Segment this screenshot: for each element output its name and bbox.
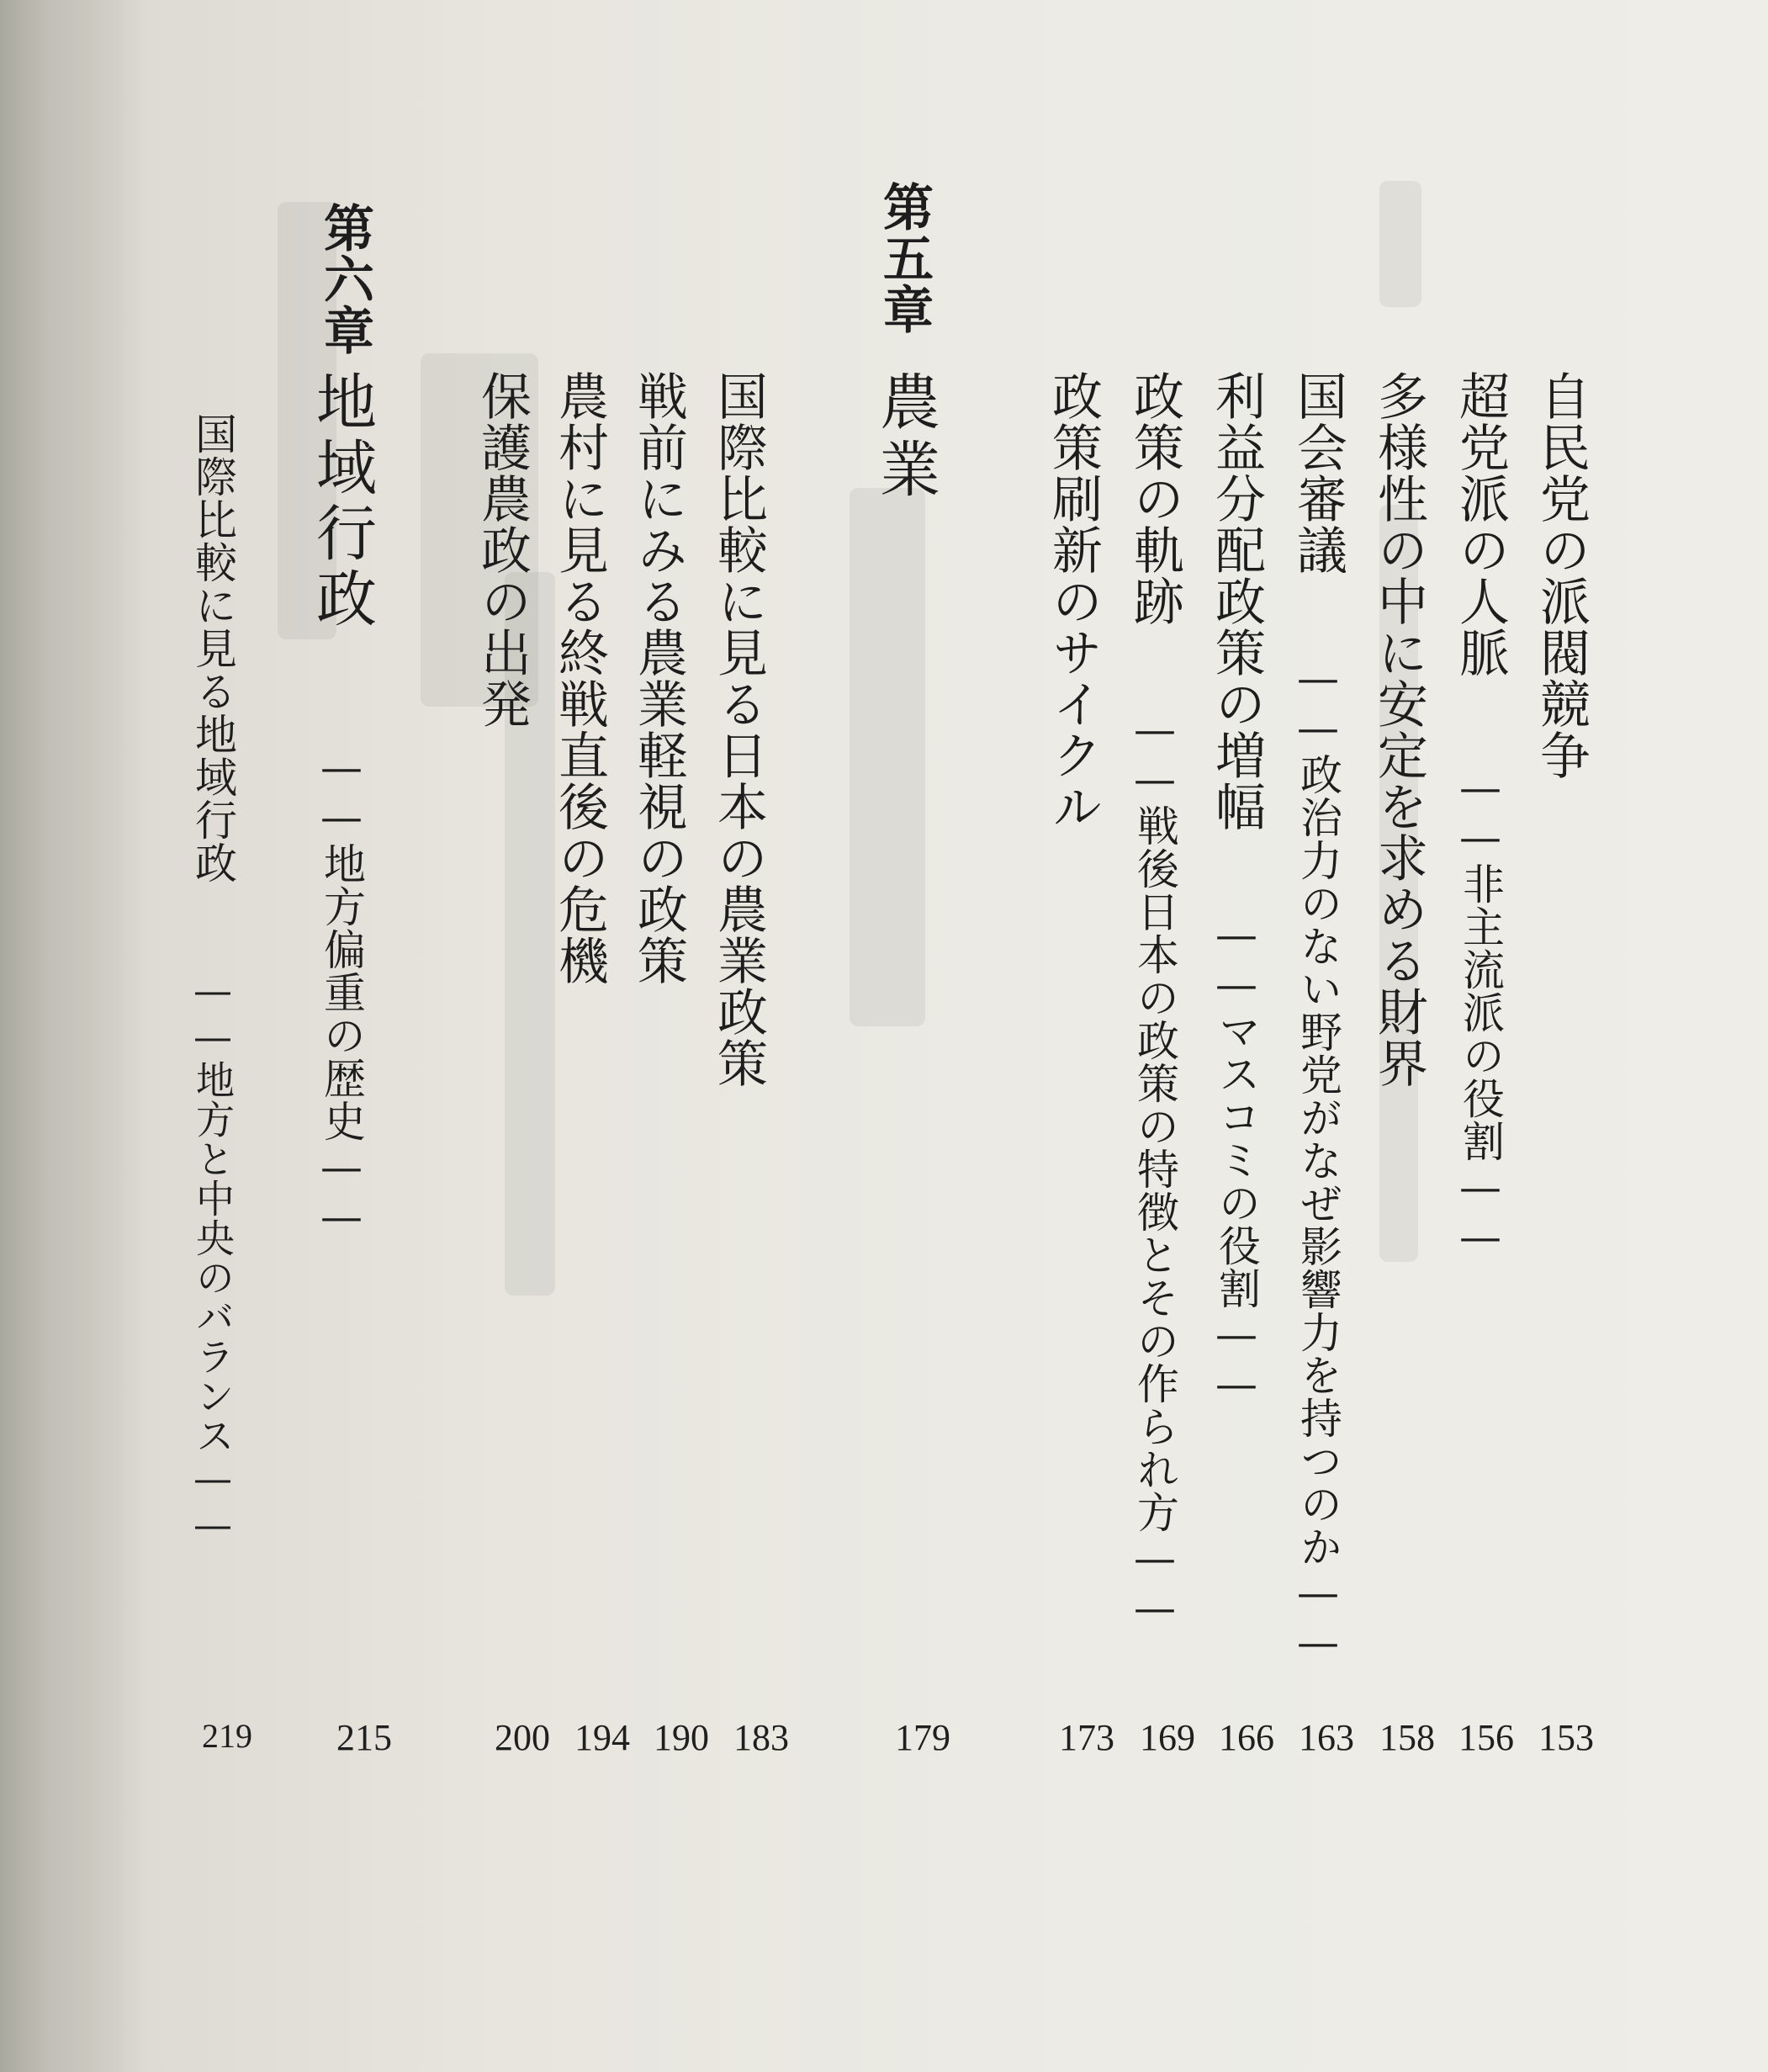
entry-title: 農村に見る終戦直後の危機 (550, 370, 609, 986)
toc-entry[interactable] (1532, 370, 1591, 781)
toc-entry[interactable] (1044, 370, 1103, 832)
entry-title: 多様性の中に安定を求める財界 (1369, 370, 1428, 1089)
page-number: 153 (1538, 1717, 1594, 1758)
toc-entry[interactable] (188, 412, 237, 1548)
entry-subtitle: ——マスコミの役割—— (1212, 910, 1261, 1409)
toc-entry[interactable] (1207, 370, 1266, 1409)
entry-title: 保護農政の出発 (473, 370, 532, 729)
entry-subtitle: ——政治力のない野党がなぜ影響力を持つのか—— (1294, 654, 1342, 1667)
page-number: 169 (1140, 1717, 1195, 1758)
entry-title: 国際比較に見る日本の農業政策 (709, 370, 768, 1089)
entry-title: 国際比較に見る地域行政 (188, 412, 237, 884)
entry-title: 自民党の派閥競争 (1532, 370, 1591, 781)
page-number: 183 (733, 1717, 789, 1758)
page-gutter-shadow (0, 0, 143, 2072)
page-number: 158 (1379, 1717, 1435, 1758)
page-number: 194 (574, 1717, 630, 1758)
toc-entry[interactable] (1451, 370, 1510, 1262)
toc-entry[interactable] (1125, 370, 1184, 1633)
chapter-subtitle: ——地方偏重の歴史—— (317, 743, 366, 1242)
entry-title: 政策の軌跡 (1125, 370, 1184, 627)
entry-title: 戦前にみる農業軽視の政策 (629, 370, 688, 986)
entry-title: 超党派の人脈 (1451, 370, 1510, 678)
toc-entry[interactable] (1369, 370, 1428, 1089)
chapter-label: 第五章 (875, 181, 934, 335)
show-through-mark (850, 488, 925, 1026)
entry-subtitle: ——地方と中央のバランス—— (190, 967, 236, 1548)
toc-entry[interactable] (473, 370, 532, 729)
chapter-entry[interactable] (306, 370, 377, 1242)
page-number: 156 (1458, 1717, 1514, 1758)
toc-entry[interactable] (550, 370, 609, 986)
page-number: 215 (336, 1717, 392, 1758)
page-number: 163 (1299, 1717, 1354, 1758)
entry-subtitle: ——戦後日本の政策の特徴とその作られ方—— (1130, 705, 1179, 1633)
chapter-title[interactable]: 農業 (870, 370, 940, 505)
page-number: 166 (1219, 1717, 1274, 1758)
chapter-label: 第六章 (315, 202, 374, 356)
entry-title: 利益分配政策の増幅 (1207, 370, 1266, 832)
page-number: 179 (895, 1717, 950, 1758)
toc-entry[interactable] (1289, 370, 1347, 1667)
chapter-title: 地域行政 (306, 370, 377, 633)
show-through-mark (1379, 181, 1421, 307)
page-number: 200 (495, 1717, 550, 1758)
page-number: 190 (654, 1717, 709, 1758)
entry-title: 政策刷新のサイクル (1044, 370, 1103, 832)
toc-entry[interactable] (629, 370, 688, 986)
page-number: 173 (1059, 1717, 1114, 1758)
toc-entry[interactable] (709, 370, 768, 1089)
entry-title: 国会審議 (1289, 370, 1347, 575)
entry-subtitle: ——非主流派の役割—— (1456, 763, 1505, 1262)
page-number: 219 (202, 1717, 252, 1755)
